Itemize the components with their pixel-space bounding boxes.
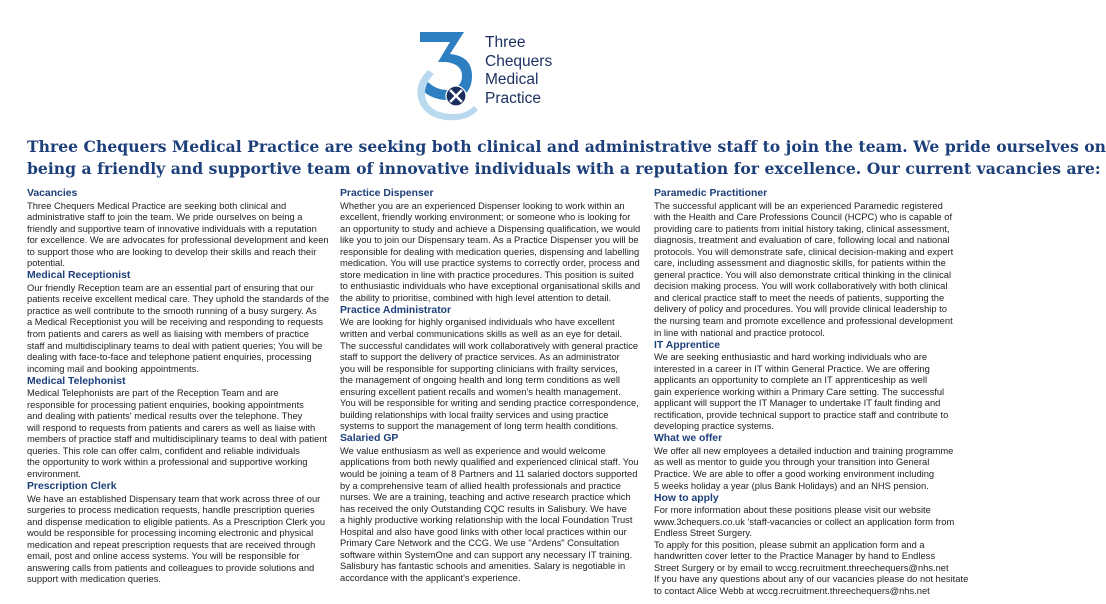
section-title: What we offer — [654, 433, 723, 445]
logo-wordmark — [485, 34, 552, 108]
body-line: developing practice systems. — [654, 421, 774, 432]
body-line: Our friendly Reception team are an essential part of ensuring that our — [27, 282, 314, 293]
logo-line: Medical — [485, 71, 539, 88]
vacancy-section — [654, 188, 954, 339]
section-title: Practice Administrator — [340, 304, 452, 316]
body-line: store medication in line with practice procedures. This position is suited — [340, 269, 634, 280]
body-line: You will be responsible for writing and sending practice correspondence, — [340, 398, 639, 409]
body-line: staff to support the delivery of practice services. As an administrator — [340, 352, 620, 363]
body-line: and clerical practice staff to meet the needs of patients, supporting the — [654, 292, 945, 303]
body-line: Hospital and also have good links with other local practices within our — [340, 526, 627, 537]
body-line: excellent, friendly working environment; or someone who is looking for — [340, 212, 631, 223]
body-line: email, post and online access systems. You will be responsible for — [27, 551, 300, 562]
body-line: with the Health and Care Professions Council (HCPC) who is capable of — [654, 212, 953, 223]
vacancy-section — [340, 433, 640, 584]
section-body — [654, 352, 954, 433]
body-line: patients receive excellent medical care. They uphold the standards of the — [27, 294, 330, 305]
headline-line: Three Chequers Medical Practice are seeking both clinical and administrative staff to join the team. We pride ourselves on — [27, 137, 1106, 156]
body-line: providing care to patients from initial history taking, clinical assessment, — [654, 223, 950, 234]
section-body — [654, 201, 954, 340]
body-line: friendly and supportive team of innovative individuals with a reputation — [27, 223, 317, 234]
body-line: handwritten cover letter to the Practice Manager by hand to Endless — [654, 551, 935, 562]
body-line: diagnosis, treatment and evaluation of care, following local and national — [654, 235, 950, 246]
body-line: accordance with the applicant's experience. — [340, 572, 521, 583]
body-line: the ability to prioritise, combined with high level attention to detail. — [340, 292, 612, 303]
body-line: staff and multidisciplinary teams to deal with patient queries; You will be — [27, 340, 323, 351]
body-line: protocols. You will demonstrate safe, clinical decision-making and expert — [654, 246, 954, 257]
body-line: a Medical Receptionist you will be receiving and responding to requests — [27, 317, 324, 328]
body-line: the opportunity to work within a professional and supportive working — [27, 457, 308, 468]
body-line: would be responsible for processing incoming electronic and physical — [27, 528, 314, 539]
body-line: 5 weeks holiday a year (plus Bank Holidays) and an NHS pension. — [654, 480, 929, 491]
body-line: potential. — [27, 258, 65, 269]
body-line: from patients and carers as well as liaising with members of practice — [27, 328, 309, 339]
body-line: by a comprehensive team of allied health professionals and practice — [340, 480, 621, 491]
body-line: and dispense medication to eligible patients. As a Prescription Clerk you — [27, 516, 326, 527]
vacancy-section — [27, 376, 327, 481]
section-body — [27, 201, 327, 270]
section-title: Medical Telephonist — [27, 375, 126, 387]
body-line: Salisbury has fantastic schools and amenities. Salary is negotiable in — [340, 561, 626, 572]
section-body — [340, 201, 640, 305]
body-line: has received the only Outstanding CQC results in Salisbury. We have — [340, 503, 627, 514]
body-line: Endless Street Surgery. — [654, 528, 752, 539]
body-line: and dealing with patients' medical results over the telephone. They — [27, 411, 303, 422]
body-line: The successful candidates will work collaboratively with general practice — [340, 340, 639, 351]
body-line: rectification, provide technical support to practice staff and contribute to — [654, 409, 949, 420]
body-line: general practice. You will also demonstrate critical thinking in the clinical — [654, 269, 952, 280]
section-title: Vacancies — [27, 188, 78, 199]
section-title: IT Apprentice — [654, 339, 721, 351]
body-line: practice as well contribute to the smooth running of a busy surgery. As — [27, 305, 317, 316]
body-line: Primary Care Network and the CCG. We use "Ardens" Consultation — [340, 538, 620, 549]
body-line: responsible for processing patient enquiries, booking appointments — [27, 399, 304, 410]
body-line: For more information about these positions please visit our website — [654, 505, 931, 516]
body-line: will respond to requests from patients and carers as well as liaise with — [27, 422, 316, 433]
body-line: the nursing team and promote excellence and professional development — [654, 315, 953, 326]
column-right — [654, 188, 969, 598]
section-body — [27, 494, 327, 586]
vacancy-section — [654, 340, 954, 433]
body-line: an opportunity to study and achieve a Dispensing qualification, we would — [340, 223, 641, 234]
body-line: dealing with face-to-face and telephone patient enquiries, processing — [27, 352, 312, 363]
vacancy-section — [27, 270, 330, 375]
headline — [27, 136, 1106, 180]
body-line: We value enthusiasm as well as experience and would welcome — [340, 445, 606, 456]
section-body — [654, 446, 954, 492]
body-line: Street Surgery or by email to wccg.recruitment.threechequers@nhs.net — [654, 562, 949, 573]
body-line: written and verbal communications skills as well as an eye for detail. — [340, 328, 622, 339]
logo-line: Practice — [485, 89, 541, 107]
body-line: interested in a career in IT within General Practice. We are offering — [654, 363, 930, 374]
body-line: applications from both newly qualified and experienced clinical staff. You — [340, 457, 639, 468]
logo-line: Three — [485, 34, 526, 51]
section-title: Medical Receptionist — [27, 270, 131, 282]
body-line: ensuring excellent patient recalls and women's health management. — [340, 386, 621, 397]
vacancy-section — [654, 433, 954, 492]
body-line: surgeries to process medication requests, handle prescription queries — [27, 505, 315, 516]
body-line: decision making process. You will work collaboratively with both clinical — [654, 281, 948, 292]
vacancy-section — [340, 188, 640, 304]
body-line: members of practice staff and multidisciplinary teams to deal with patient — [27, 434, 328, 445]
body-line: like you to join our Dispensary team. As a Practice Dispenser you will be — [340, 235, 639, 246]
body-line: answering calls from patients and colleagues to provide solutions and — [27, 562, 315, 573]
body-line: would be joining a team of 8 Partners and 11 salaried doctors supported — [340, 468, 638, 479]
section-title: Salaried GP — [340, 433, 399, 445]
section-title: How to apply — [654, 492, 719, 504]
body-line: Three Chequers Medical Practice are seeking both clinical and — [27, 200, 287, 211]
body-line: medication. You will use practice systems to correctly order, process and — [340, 258, 640, 269]
body-line: responsible for dealing with medication queries, dispensing and labelling — [340, 246, 640, 257]
vacancy-section — [27, 188, 327, 270]
body-line: you will be responsible for supporting clinicians with frailty services, — [340, 363, 618, 374]
column-left — [27, 188, 330, 586]
body-line: nurses. We are a training, teaching and active research practice which — [340, 492, 631, 503]
body-line: environment. — [27, 468, 82, 479]
body-line: the management of ongoing health and long term conditions as well — [340, 375, 620, 386]
logo-line: Chequers — [485, 52, 553, 70]
vacancy-section — [654, 492, 969, 598]
body-line: building relationships with local frailty services and using practice — [340, 409, 609, 420]
body-line: www.3chequers.co.uk 'staff-vacancies or collect an application form from — [654, 516, 955, 527]
section-body — [340, 446, 640, 585]
vacancy-section — [27, 481, 327, 586]
body-line: a highly productive working relationship with the local Foundation Trust — [340, 515, 633, 526]
section-title: Paramedic Practitioner — [654, 188, 768, 199]
body-line: software within SystemOne and can support any necessary IT training. — [340, 549, 633, 560]
body-line: The successful applicant will be an experienced Paramedic registered — [654, 200, 943, 211]
section-body — [27, 388, 327, 480]
body-line: administrative staff to join the team. We pride ourselves on being a — [27, 212, 303, 223]
body-line: If you have any questions about any of our vacancies please do not hesitate — [654, 574, 969, 585]
section-title: Prescription Clerk — [27, 481, 117, 493]
headline-line: being a friendly and supportive team of innovative individuals with a reputation for excellence. Our current vacancies are: — [27, 159, 1101, 178]
body-line: applicants an opportunity to complete an IT apprenticeship as well — [654, 375, 928, 386]
body-line: systems to support the management of long term health conditions. — [340, 421, 619, 432]
body-line: incoming mail and booking appointments. — [27, 363, 199, 374]
section-title: Practice Dispenser — [340, 188, 434, 199]
column-middle — [340, 188, 640, 585]
body-line: Whether you are an experienced Dispenser looking to work within an — [340, 200, 625, 211]
body-line: gain experience working within a Primary Care setting. The successful — [654, 386, 945, 397]
body-line: to support those who are looking to develop their skills and reach their — [27, 246, 317, 257]
body-line: Medical Telephonists are part of the Reception Team and are — [27, 388, 279, 399]
body-line: We offer all new employees a detailed induction and training programme — [654, 445, 954, 456]
body-line: as well as mentor to guide you through your transition into General — [654, 457, 930, 468]
body-line: to contact Alice Webb at wccg.recruitment.threechequers@nhs.net — [654, 585, 930, 596]
body-line: medication and repeat prescription requests that are received through — [27, 539, 316, 550]
body-line: We are seeking enthusiastic and hard working individuals who are — [654, 352, 928, 363]
practice-logo — [412, 24, 592, 124]
body-line: applicant will support the IT Manager to undertake IT fault finding and — [654, 398, 941, 409]
body-line: in line with national and practice protocol. — [654, 327, 825, 338]
body-line: queries. This role can offer calm, confident and reliable individuals — [27, 445, 300, 456]
body-line: We are looking for highly organised individuals who have excellent — [340, 317, 615, 328]
section-body — [340, 317, 640, 432]
body-line: Practice. We are able to offer a good working environment including — [654, 468, 935, 479]
body-line: delivery of policy and procedures. You will provide clinical leadership to — [654, 304, 947, 315]
body-line: We have an established Dispensary team that work across three of our — [27, 493, 321, 504]
body-line: to enthusiastic individuals who have exceptional organisational skills and — [340, 281, 641, 292]
section-body — [27, 282, 330, 375]
body-line: support with medication queries. — [27, 574, 161, 585]
body-line: To apply for this position, please submit an application form and a — [654, 539, 925, 550]
body-line: for excellence. We are advocates for professional development and keen — [27, 235, 329, 246]
section-body — [654, 505, 969, 597]
body-line: care, including assessment and diagnostic skills, for patients within the — [654, 258, 946, 269]
vacancy-section — [340, 305, 640, 433]
